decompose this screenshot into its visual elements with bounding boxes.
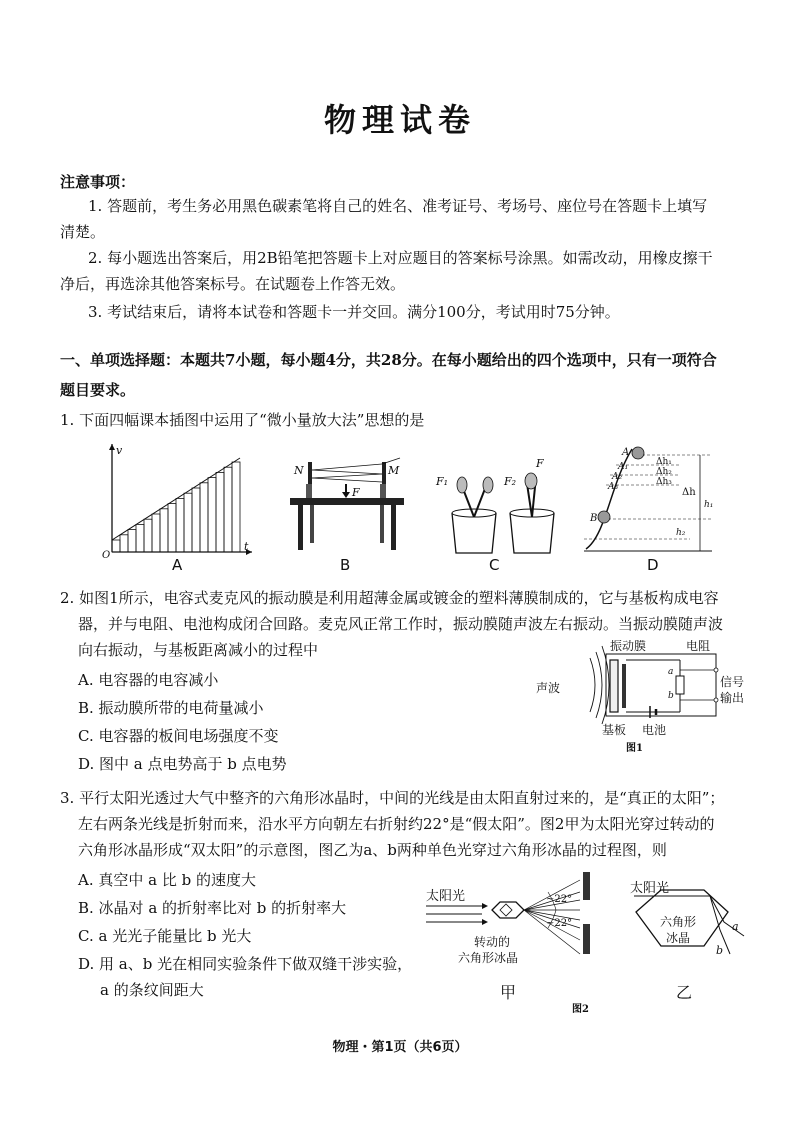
q1-figure-a-bar: [120, 535, 128, 552]
q3-figure-2-yi: [620, 874, 750, 1004]
q2-figure-plate: 基板: [602, 723, 627, 737]
q1-figure-d-dh2: Δh₂: [656, 467, 672, 477]
q1-figure-a-bar: [176, 498, 184, 552]
q3-stem-line-3: 六角形冰晶形成“双太阳”的示意图，图乙为a、b两种单色光穿过六角形冰晶的过程图，则: [78, 841, 667, 859]
q1-figure-d-a3: A₃: [608, 482, 619, 492]
q2-figure-caption: 图1: [626, 743, 643, 754]
q3-option-b: B. 冰晶对 a 的折射率比对 b 的折射率大: [78, 899, 347, 917]
q1-figure-d-h2: h₂: [676, 528, 686, 538]
q1-figure-d-a2: A₂: [612, 472, 623, 482]
q1-figure-a-bar: [136, 524, 144, 552]
q3-option-c: C. a 光光子能量比 b 光大: [78, 927, 252, 945]
q1-figure-a: [100, 440, 260, 560]
q2-stem-line-3: 向右振动，与基板距离减小的过程中: [78, 641, 319, 659]
q3-option-d-cont: a 的条纹间距大: [100, 981, 204, 999]
q3-option-d: D. 用 a、b 光在相同实验条件下做双缝干涉实验，: [78, 955, 413, 973]
q2-option-a: A. 电容器的电容减小: [78, 671, 219, 689]
q1-figure-a-bar: [192, 488, 200, 552]
q2-figure-battery: 电池: [642, 723, 667, 737]
q1-label-b: B: [340, 556, 351, 574]
q1-figure-c-f1: F₁: [436, 475, 449, 488]
q1-figure-a-bar: [112, 540, 120, 552]
q1-figure-c-f: F: [536, 457, 544, 470]
q3-figure-crystal-2: 六角形冰晶: [458, 951, 519, 965]
q3-stem-line-2: 左右两条光线是折射而来，沿水平方向朝左右折射约22°是“假太阳”。图2甲为太阳光穿过转动的: [78, 815, 715, 833]
notice-item-2: 2. 每小题选出答案后，用2B铅笔把答题卡上对应题目的答案标号涂黑。如需改动，用橡皮擦干: [88, 249, 713, 267]
notice-heading: 注意事项：: [60, 173, 136, 191]
q1-figure-a-bar: [232, 462, 240, 552]
q1-figure-d-a1: A₁: [618, 462, 629, 472]
q2-figure-signal-2: 输出: [720, 691, 745, 705]
q3-figure-sunlight-2: 太阳光: [630, 881, 670, 896]
q1-figure-d-b: B: [590, 513, 598, 524]
q1-figure-d-dh3: Δh₃: [656, 477, 672, 487]
q3-figure-jia-label: 甲: [500, 983, 517, 1002]
q3-figure-angle-1: ~22°: [546, 894, 573, 905]
q3-figure-2-jia: [420, 870, 610, 1015]
q1-figure-a-bar: [184, 493, 192, 552]
q1-figure-d: [580, 445, 720, 555]
q2-figure-a: a: [668, 667, 674, 677]
q1-figure-b: [282, 448, 412, 558]
q2-option-b: B. 振动膜所带的电荷量减小: [78, 699, 264, 717]
q3-figure-crystal-1: 转动的: [474, 935, 511, 949]
q1-figure-a-axis-v: v: [116, 444, 123, 457]
q3-option-a: A. 真空中 a 比 b 的速度大: [78, 871, 256, 889]
q1-figure-b-f: F: [352, 486, 360, 499]
q3-figure-yi-label: 乙: [676, 983, 693, 1002]
page-title: 物理试卷: [323, 101, 476, 139]
q2-option-c: C. 电容器的板间电场强度不变: [78, 727, 279, 745]
q1-label-c: C: [489, 556, 500, 574]
q2-option-d: D. 图中 a 点电势高于 b 点电势: [78, 755, 287, 773]
section-heading-cont: 题目要求。: [60, 381, 136, 399]
q1-figure-a-axis-t: t: [244, 540, 249, 553]
q1-figure-a-bar: [144, 519, 152, 552]
notice-item-2-cont: 净后，再选涂其他答案标号。在试题卷上作答无效。: [60, 275, 406, 293]
q1-figure-a-bar: [168, 504, 176, 552]
q3-figure-b: b: [716, 944, 724, 957]
notice-item-1-cont: 清楚。: [60, 223, 106, 241]
q1-figure-d-dh1: Δh₁: [656, 457, 672, 467]
q2-figure-resistor: 电阻: [686, 640, 711, 653]
q2-figure-1: [530, 640, 750, 755]
q1-figure-a-bar: [216, 472, 224, 552]
q1-figure-a-origin: O: [102, 550, 111, 560]
q1-label-a: A: [172, 556, 183, 574]
q3-figure-angle-2: ~22°: [546, 918, 573, 929]
q2-stem-line-2: 器，并与电阻、电池构成闭合回路。麦克风正常工作时，振动膜随声波左右振动。当振动膜随声波: [78, 615, 724, 633]
q2-figure-signal-1: 信号: [720, 675, 745, 689]
q1-figure-b-m: M: [388, 464, 400, 477]
q1-figure-c: [430, 455, 560, 555]
q1-figure-d-a: A: [622, 447, 630, 458]
q1-figure-a-bar: [160, 509, 168, 552]
q1-figure-c-f2: F₂: [504, 475, 517, 488]
q1-stem: 1. 下面四幅课本插图中运用了“微小量放大法”思想的是: [60, 411, 425, 429]
q1-figure-a-bar: [152, 514, 160, 552]
q2-figure-b: b: [668, 691, 674, 701]
q3-figure-caption: 图2: [572, 1004, 589, 1015]
page-footer: 物理・第1页（共6页）: [332, 1040, 468, 1055]
q1-figure-d-h1: h₁: [704, 500, 714, 510]
q1-label-d: D: [647, 556, 659, 574]
q1-figure-a-bar: [200, 483, 208, 552]
q2-stem-line-1: 2. 如图1所示，电容式麦克风的振动膜是利用超薄金属或镀金的塑料薄膜制成的，它与基板构成电容: [60, 589, 719, 607]
q3-figure-a: a: [732, 920, 739, 933]
section-heading: 一、单项选择题：本题共7小题，每小题4分，共28分。在每小题给出的四个选项中，只有一项符合: [60, 351, 717, 369]
q1-figure-b-n: N: [294, 464, 304, 477]
q1-figure-d-dh: Δh: [682, 487, 696, 498]
notice-item-1: 1. 答题前，考生务必用黑色碳素笔将自己的姓名、准考证号、考场号、座位号在答题卡上填写: [88, 197, 708, 215]
q2-figure-membrane: 振动膜: [610, 640, 647, 653]
q1-figure-a-bar: [224, 467, 232, 552]
notice-item-3: 3. 考试结束后，请将本试卷和答题卡一并交回。满分100分，考试用时75分钟。: [88, 303, 620, 321]
q3-figure-hex-1: 六角形: [660, 915, 697, 929]
q1-figure-a-bar: [128, 530, 136, 552]
q1-figure-a-bars: [112, 462, 240, 552]
q3-figure-hex-2: 冰晶: [666, 931, 691, 945]
q3-stem-line-1: 3. 平行太阳光透过大气中整齐的六角形冰晶时，中间的光线是由太阳直射过来的，是“真正的太阳”；: [60, 789, 725, 807]
q3-figure-sunlight: 太阳光: [426, 889, 466, 904]
q1-figure-a-bar: [208, 478, 216, 552]
q2-figure-sound: 声波: [536, 681, 561, 695]
